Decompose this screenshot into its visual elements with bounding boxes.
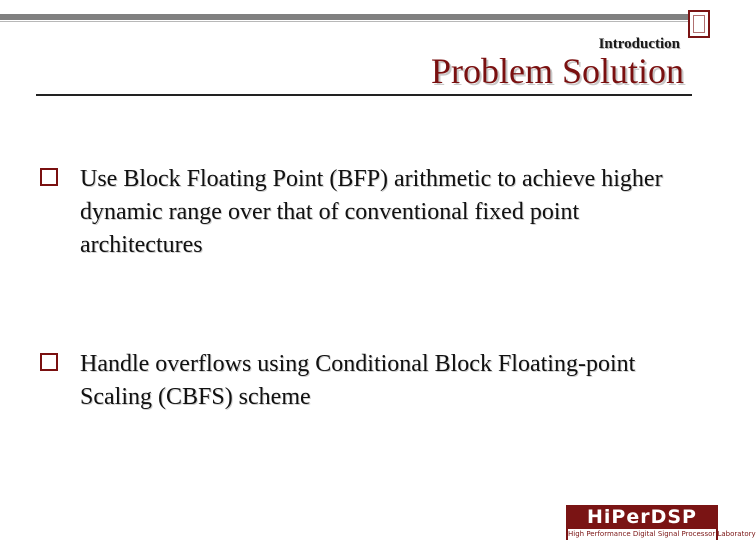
slide-title: Problem Solution — [430, 51, 684, 91]
bullet-text: Handle overflows using Conditional Block Floating-point Scaling (CBFS) scheme — [80, 351, 636, 410]
logo-name: HiPerDSP — [587, 506, 697, 528]
hiperdsp-logo — [566, 505, 756, 540]
bullet-item — [40, 348, 680, 414]
corner-decoration-inner — [693, 15, 705, 33]
title-underline — [36, 94, 692, 96]
top-decorative-rule — [0, 14, 700, 20]
bullet-text: Use Block Floating Point (BFP) arithmetic to achieve higher dynamic range over that of conventional fixed point architectures — [80, 166, 663, 258]
square-bullet-icon — [40, 168, 58, 186]
bullet-item — [40, 163, 680, 262]
corner-decoration — [688, 10, 710, 38]
logo-tagline: High Performance Digital Signal Processor Laboratory — [568, 530, 756, 538]
square-bullet-icon — [40, 353, 58, 371]
top-decorative-rule-shadow — [0, 21, 700, 22]
section-label: Introduction — [598, 36, 680, 52]
